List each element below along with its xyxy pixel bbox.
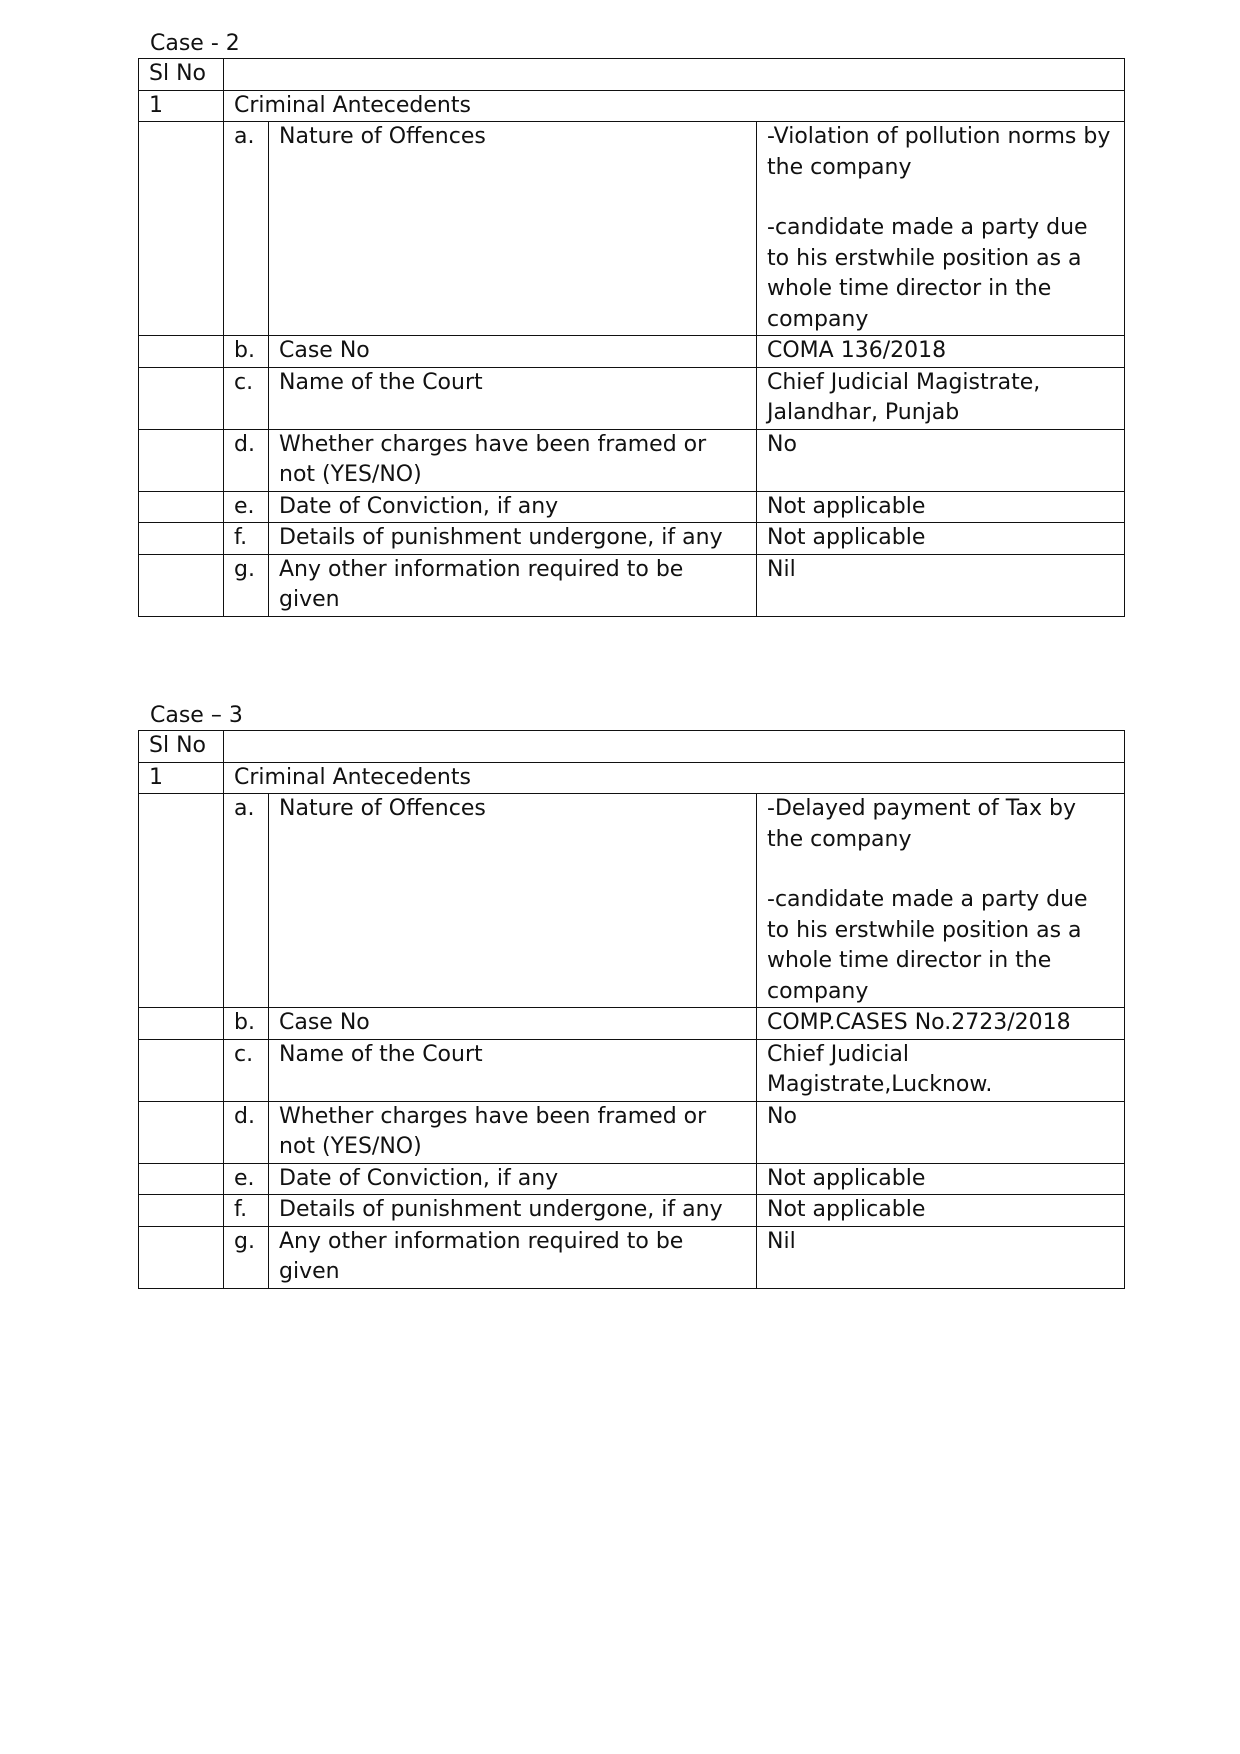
- item-value: Nil: [757, 1226, 1125, 1288]
- item-letter: b.: [224, 1008, 269, 1040]
- blank-cell: [139, 523, 224, 555]
- sl-no-header: Sl No: [139, 59, 224, 91]
- table-row: [139, 1039, 1125, 1101]
- blank-cell: [139, 794, 224, 1008]
- item-label: Name of the Court: [269, 1039, 757, 1101]
- item-label: Date of Conviction, if any: [269, 491, 757, 523]
- item-letter: d.: [224, 1101, 269, 1163]
- table-row: [139, 59, 1125, 91]
- item-label: Details of punishment undergone, if any: [269, 523, 757, 555]
- item-value: Not applicable: [757, 1195, 1125, 1227]
- nature-value-line2: -candidate made a party due to his erstwhile position as a whole time director in the company: [767, 215, 1088, 332]
- blank-cell: [139, 122, 224, 336]
- item-letter: e.: [224, 491, 269, 523]
- case-title: Case – 3: [150, 703, 243, 728]
- case-block-2: [138, 30, 1124, 617]
- nature-value-line1: -Delayed payment of Tax by the company: [767, 796, 1076, 852]
- row-number: 1: [139, 762, 224, 794]
- item-value: No: [757, 429, 1125, 491]
- item-letter: g.: [224, 1226, 269, 1288]
- table-row: [139, 1195, 1125, 1227]
- table-row: [139, 731, 1125, 763]
- table-row: [139, 1101, 1125, 1163]
- item-label: Name of the Court: [269, 367, 757, 429]
- item-letter: e.: [224, 1163, 269, 1195]
- item-value: Not applicable: [757, 491, 1125, 523]
- item-value: [757, 794, 1125, 1008]
- item-label: Date of Conviction, if any: [269, 1163, 757, 1195]
- sl-no-header-blank: [224, 59, 1125, 91]
- item-label: Case No: [269, 1008, 757, 1040]
- item-letter: g.: [224, 554, 269, 616]
- item-value: Not applicable: [757, 1163, 1125, 1195]
- blank-cell: [139, 367, 224, 429]
- item-letter: d.: [224, 429, 269, 491]
- case-title: Case - 2: [150, 31, 240, 56]
- item-letter: a.: [224, 794, 269, 1008]
- case-block-3: [138, 702, 1124, 1289]
- table-row: [139, 554, 1125, 616]
- item-label: Whether charges have been framed or not (YES/NO): [269, 1101, 757, 1163]
- section-label: Criminal Antecedents: [224, 90, 1125, 122]
- table-row: [139, 1226, 1125, 1288]
- item-value: [757, 122, 1125, 336]
- case-table: [138, 730, 1125, 1289]
- item-value: No: [757, 1101, 1125, 1163]
- item-label: Any other information required to be given: [269, 1226, 757, 1288]
- blank-cell: [139, 1008, 224, 1040]
- blank-cell: [139, 491, 224, 523]
- item-label: Nature of Offences: [269, 122, 757, 336]
- item-label: Nature of Offences: [269, 794, 757, 1008]
- item-label: Any other information required to be given: [269, 554, 757, 616]
- item-letter: a.: [224, 122, 269, 336]
- item-label: Case No: [269, 336, 757, 368]
- table-row: [139, 122, 1125, 336]
- item-value: Not applicable: [757, 523, 1125, 555]
- item-letter: f.: [224, 1195, 269, 1227]
- sl-no-header: Sl No: [139, 731, 224, 763]
- item-value: Chief Judicial Magistrate, Jalandhar, Punjab: [757, 367, 1125, 429]
- blank-cell: [139, 336, 224, 368]
- table-row: [139, 1008, 1125, 1040]
- table-row: [139, 491, 1125, 523]
- sl-no-header-blank: [224, 731, 1125, 763]
- blank-cell: [139, 1195, 224, 1227]
- item-value: COMP.CASES No.2723/2018: [757, 1008, 1125, 1040]
- table-row: [139, 1163, 1125, 1195]
- table-row: [139, 90, 1125, 122]
- table-row: [139, 336, 1125, 368]
- item-label: Whether charges have been framed or not (YES/NO): [269, 429, 757, 491]
- item-label: Details of punishment undergone, if any: [269, 1195, 757, 1227]
- item-value: COMA 136/2018: [757, 336, 1125, 368]
- blank-cell: [139, 429, 224, 491]
- item-value: Nil: [757, 554, 1125, 616]
- table-row: [139, 429, 1125, 491]
- nature-value-line2: -candidate made a party due to his erstwhile position as a whole time director in the company: [767, 887, 1088, 1004]
- blank-cell: [139, 1039, 224, 1101]
- item-letter: c.: [224, 367, 269, 429]
- item-letter: f.: [224, 523, 269, 555]
- table-row: [139, 762, 1125, 794]
- blank-cell: [139, 1226, 224, 1288]
- table-row: [139, 794, 1125, 1008]
- blank-cell: [139, 1101, 224, 1163]
- nature-value-line1: -Violation of pollution norms by the company: [767, 124, 1111, 180]
- table-row: [139, 523, 1125, 555]
- item-letter: c.: [224, 1039, 269, 1101]
- case-table: [138, 58, 1125, 617]
- table-row: [139, 367, 1125, 429]
- row-number: 1: [139, 90, 224, 122]
- item-letter: b.: [224, 336, 269, 368]
- section-label: Criminal Antecedents: [224, 762, 1125, 794]
- blank-cell: [139, 554, 224, 616]
- item-value: Chief Judicial Magistrate,Lucknow.: [757, 1039, 1125, 1101]
- blank-cell: [139, 1163, 224, 1195]
